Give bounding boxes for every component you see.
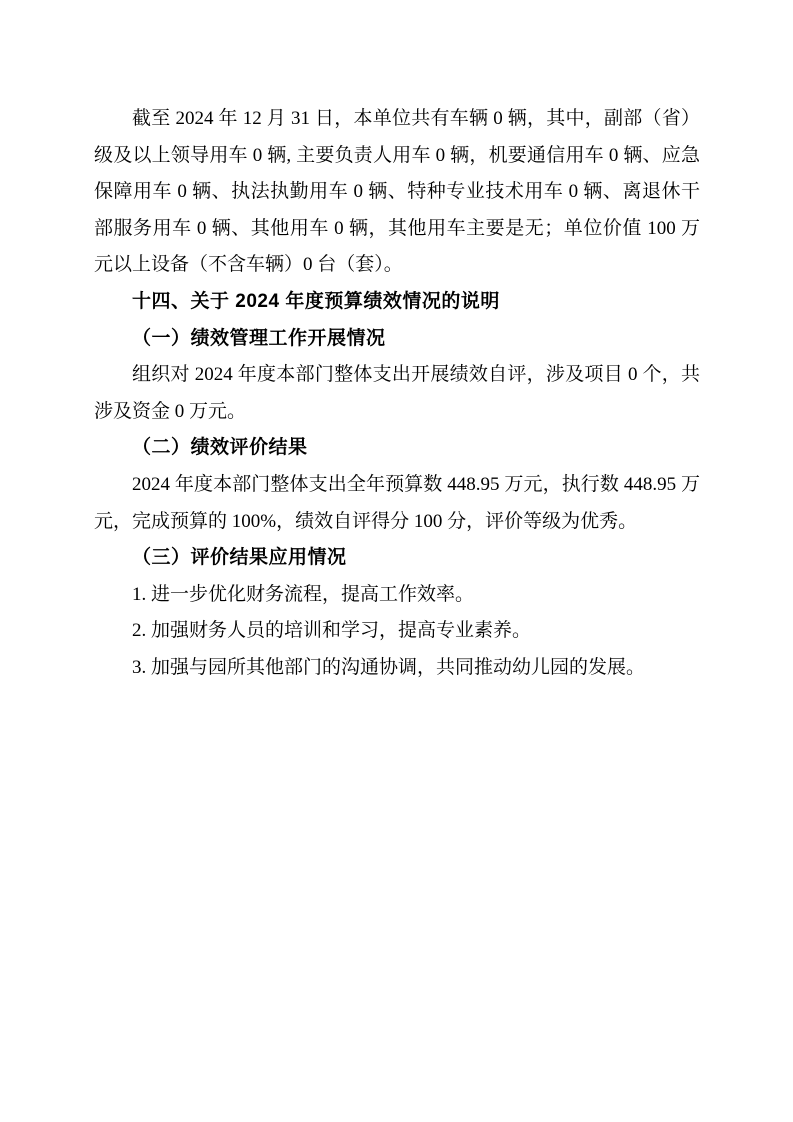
application-list-item-2: 2. 加强财务人员的培训和学习，提高专业素养。	[132, 620, 532, 642]
section-heading-14: 十四、关于 2024 年度预算绩效情况的说明	[132, 290, 500, 312]
performance-self-evaluation-paragraph: 组织对 2024 年度本部门整体支出开展绩效自评，涉及项目 0 个，共涉及资金 0 万元。	[94, 364, 700, 422]
subsection-heading-1: （一）绩效管理工作开展情况	[132, 327, 386, 349]
vehicle-assets-paragraph: 截至 2024 年 12 月 31 日，本单位共有车辆 0 辆，其中，副部（省）级及以上领导用车 0 辆, 主要负责人用车 0 辆，机要通信用车 0 辆、应急保障用车 0 辆、执法执勤用车 0 辆、特种专业技术用车 0 辆、离退休干部服务用车 0 辆、其他用车 0 辆，其他用车主要是无；单位价值 100 万元以上设备（不含车辆）0 台（套）。	[94, 108, 700, 276]
application-list-item-1: 1. 进一步优化财务流程，提高工作效率。	[132, 583, 475, 605]
evaluation-result-paragraph: 2024 年度本部门整体支出全年预算数 448.95 万元，执行数 448.95 万元，完成预算的 100%，绩效自评得分 100 分，评价等级为优秀。	[94, 473, 700, 532]
subsection-heading-3: （三）评价结果应用情况	[132, 547, 347, 569]
application-list-item-3: 3. 加强与园所其他部门的沟通协调，共同推动幼儿园的发展。	[132, 656, 646, 678]
subsection-heading-2: （二）绩效评价结果	[132, 437, 308, 459]
